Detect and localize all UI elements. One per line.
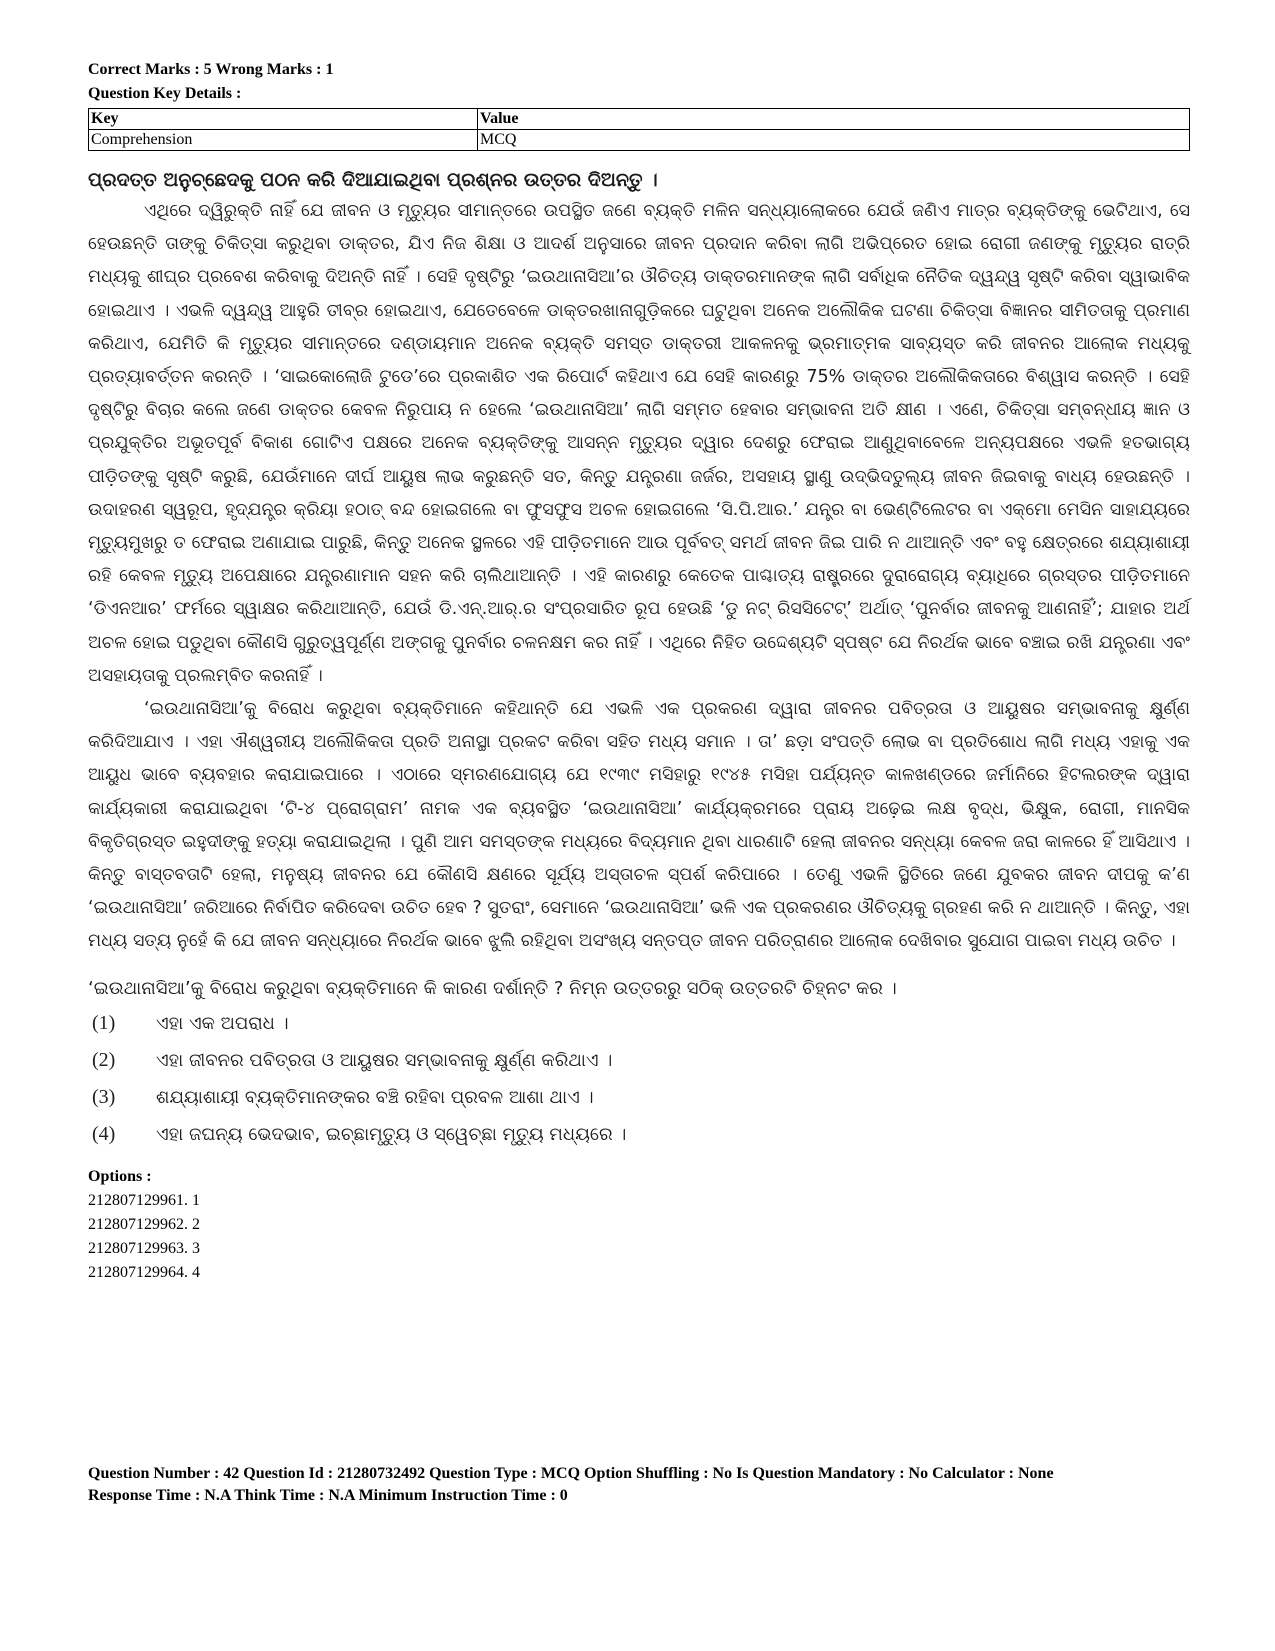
key-details-table — [88, 108, 1190, 151]
choice-number: (1) — [92, 1011, 116, 1034]
choice-text: ଏହା ଏକ ଅପରାଧ । — [156, 1012, 289, 1034]
answer-choice-3 — [88, 1079, 1190, 1116]
answer-choice-1 — [88, 1005, 1190, 1042]
question-text: ‘ଇଉଥାନାସିଆ’କୁ ବିରୋଧ କରୁଥିବା ବ୍ୟକ୍ତିମାନେ କି କାରଣ ଦର୍ଶାନ୍ତି ? ନିମ୍ନ ଉତ୍ତରରୁ ସଠିକ୍ ଉତ୍ତରଟି ଚିହ୍ନଟ କର । — [88, 977, 897, 999]
table-header-key: Key — [89, 109, 478, 130]
choice-number: (3) — [92, 1085, 116, 1108]
choice-number: (2) — [92, 1048, 116, 1071]
answer-choice-4 — [88, 1116, 1190, 1153]
footer-line-2: Response Time : N.A Think Time : N.A Minimum Instruction Time : 0 — [88, 1487, 568, 1504]
options-title: Options : — [88, 1167, 152, 1185]
option-id-2: 212807129962. 2 — [88, 1215, 200, 1233]
table-header-row — [89, 109, 1190, 130]
key-details-title: Question Key Details : — [88, 85, 242, 102]
answer-choice-2 — [88, 1042, 1190, 1079]
choice-text: ଶଯ୍ୟାଶାୟୀ ବ୍ୟକ୍ତିମାନଙ୍କର ବଞ୍ଚି ରହିବା ପ୍ରବଳ ଆଶା ଥାଏ । — [156, 1086, 594, 1108]
choice-number: (4) — [92, 1122, 116, 1145]
footer-line-1: Question Number : 42 Question Id : 21280732492 Question Type : MCQ Option Shuffling : No Is Question Mandatory : No Calculator : None — [88, 1465, 1054, 1482]
choice-text: ଏହା ଜୀବନର ପବିତ୍ରତା ଓ ଆୟୁଷର ସମ୍ଭାବନାକୁ କ୍ଷୁର୍ଣ୍ଣ କରିଥାଏ । — [156, 1049, 613, 1071]
table-header-value: Value — [478, 109, 1190, 130]
choice-text: ଏହା ଜଘନ୍ୟ ଭେଦଭାବ, ଇଚ୍ଛାମୃତ୍ୟୁ ଓ ସ୍ୱେଚ୍ଛା ମୃତ୍ୟୁ ମଧ୍ୟରେ । — [156, 1123, 627, 1145]
table-cell-key: Comprehension — [89, 130, 478, 151]
option-id-4: 212807129964. 4 — [88, 1263, 200, 1281]
passage-paragraph-2: ‘ଇଉଥାନାସିଆ’କୁ ବିରୋଧ କରୁଥିବା ବ୍ୟକ୍ତିମାନେ କହିଥାନ୍ତି ଯେ ଏଭଳି ଏକ ପ୍ରକରଣ ଦ୍ୱାରା ଜୀବନର ପବିତ୍ରତା ଓ ଆୟୁଷର ସମ୍ଭାବନାକୁ କ୍ଷୁର୍ଣ୍ଣ କରିଦିଆଯାଏ । ଏହା ଐଶ୍ୱରୀୟ ଅଲୌକିକତା ପ୍ରତି ଅନାସ୍ଥା ପ୍ରକଟ କରିବା ସହିତ ମଧ୍ୟ ସମାନ । ତା’ ଛଡ଼ା ସଂପତ୍ତି ଲୋଭ ବା ପ୍ରତିଶୋଧ ଲାଗି ମଧ୍ୟ ଏହାକୁ ଏକ ଆୟୁଧ ଭାବେ ବ୍ୟବହାର କରାଯାଇପାରେ । ଏଠାରେ ସ୍ମରଣଯୋଗ୍ୟ ଯେ ୧୯୩୯ ମସିହାରୁ ୧୯୪୫ ମସିହା ପର୍ଯ୍ୟନ୍ତ କାଳଖଣ୍ଡରେ ଜର୍ମାନିରେ ହିଟଲରଙ୍କ ଦ୍ୱାରା କାର୍ଯ୍ୟକାରୀ କରାଯାଇଥିବା ‘ଟି-୪ ପ୍ରୋଗ୍ରାମ’ ନାମକ ଏକ ବ୍ୟବସ୍ଥିତ ‘ଇଉଥାନାସିଆ’ କାର୍ଯ୍ୟକ୍ରମରେ ପ୍ରାୟ ଅଢ଼େଇ ଲକ୍ଷ ବୃଦ୍ଧ, ଭିକ୍ଷୁକ, ରୋଗୀ, ମାନସିକ ବିକୃତିଗ୍ରସ୍ତ ଇହୁଦୀଙ୍କୁ ହତ୍ୟା କରାଯାଇଥିଲା । ପୁଣି ଆମ ସମସ୍ତଙ୍କ ମଧ୍ୟରେ ବିଦ୍ୟମାନ ଥିବା ଧାରଣାଟି ହେଲା ଜୀବନର ସନ୍ଧ୍ୟା କେବଳ ଜରା କାଳରେ ହିଁ ଆସିଥାଏ । କିନ୍ତୁ ବାସ୍ତବତାଟି ହେଲା, ମନୁଷ୍ୟ ଜୀବନର ଯେ କୌଣସି କ୍ଷଣରେ ସୂର୍ଯ୍ୟ ଅସ୍ତାଚଳ ସ୍ପର୍ଶ କରିପାରେ । ତେଣୁ ଏଭଳି ସ୍ଥିତିରେ ଜଣେ ଯୁବକର ଜୀବନ ଦୀପକୁ କ’ଣ ‘ଇଉଥାନାସିଆ’ ଜରିଆରେ ନିର୍ବାପିତ କରିଦେବା ଉଚିତ ହେବ ? ସୁତରାଂ, ସେମାନେ ‘ଇଉଥାନାସିଆ’ ଭଳି ଏକ ପ୍ରକରଣର ଔଚିତ୍ୟକୁ ଗ୍ରହଣ କରି ନ ଥାଆନ୍ତି । କିନ୍ତୁ, ଏହା ମଧ୍ୟ ସତ୍ୟ ନୁହେଁ କି ଯେ ଜୀବନ ସନ୍ଧ୍ୟାରେ ନିରର୍ଥକ ଭାବେ ଝୁଲି ରହିଥିବା ଅସଂଖ୍ୟ ସନ୍ତପ୍ତ ଜୀବନ ପରିତ୍ରାଣର ଆଲୋକ ଦେଖିବାର ସୁଯୋଗ ପାଇବା ମଧ୍ୟ ଉଚିତ । — [88, 699, 1190, 952]
option-id-3: 212807129963. 3 — [88, 1239, 200, 1257]
question-page — [88, 58, 1190, 1285]
marks-line: Correct Marks : 5 Wrong Marks : 1 — [88, 61, 334, 78]
passage-paragraph-1: ଏଥିରେ ଦ୍ୱିରୁକ୍ତି ନାହିଁ ଯେ ଜୀବନ ଓ ମୃତ୍ୟୁର ସୀମାନ୍ତରେ ଉପସ୍ଥିତ ଜଣେ ବ୍ୟକ୍ତି ମଳିନ ସନ୍ଧ୍ୟାଲୋକରେ ଯେଉଁ ଜଣିଏ ମାତ୍ର ବ୍ୟକ୍ତିଙ୍କୁ ଭେଟିଥାଏ, ସେ ହେଉଛନ୍ତି ତାଙ୍କୁ ଚିକିତ୍ସା କରୁଥିବା ଡାକ୍ତର, ଯିଏ ନିଜ ଶିକ୍ଷା ଓ ଆଦର୍ଶ ଅନୁସାରେ ଜୀବନ ପ୍ରଦାନ କରିବା ଲାଗି ଅଭିପ୍ରେତ ହୋଇ ରୋଗୀ ଜଣଙ୍କୁ ମୃତ୍ୟୁର ରାତ୍ରି ମଧ୍ୟକୁ ଶୀଘ୍ର ପ୍ରବେଶ କରିବାକୁ ଦିଅନ୍ତି ନାହିଁ । ସେହି ଦୃଷ୍ଟିରୁ ‘ଇଉଥାନାସିଆ’ର ଔଚିତ୍ୟ ଡାକ୍ତରମାନଙ୍କ ଲାଗି ସର୍ବାଧିକ ନୈତିକ ଦ୍ୱନ୍ଦ୍ୱ ସୃଷ୍ଟି କରିବା ସ୍ୱାଭାବିକ ହୋଇଥାଏ । ଏଭଳି ଦ୍ୱନ୍ଦ୍ୱ ଆହୁରି ତୀବ୍ର ହୋଇଥାଏ, ଯେତେବେଳେ ଡାକ୍ତରଖାନାଗୁଡ଼ିକରେ ଘଟୁଥିବା ଅନେକ ଅଲୌକିକ ଘଟଣା ଚିକିତ୍ସା ବିଜ୍ଞାନର ସୀମିତତାକୁ ପ୍ରମାଣ କରିଥାଏ, ଯେମିତି କି ମୃତ୍ୟୁର ସୀମାନ୍ତରେ ଦଣ୍ଡାୟମାନ ଅନେକ ବ୍ୟକ୍ତି ସମସ୍ତ ଡାକ୍ତରୀ ଆକଳନକୁ ଭ୍ରମାତ୍ମକ ସାବ୍ୟସ୍ତ କରି ଜୀବନର ଆଲୋକ ମଧ୍ୟକୁ ପ୍ରତ୍ୟାବର୍ତ୍ତନ କରନ୍ତି । ‘ସାଇକୋଲୋଜି ଟୁଡେ’ରେ ପ୍ରକାଶିତ ଏକ ରିପୋର୍ଟ କହିଥାଏ ଯେ ସେହି କାରଣରୁ 75% ଡାକ୍ତର ଅଲୌକିକତାରେ ବିଶ୍ୱାସ କରନ୍ତି । ସେହି ଦୃଷ୍ଟିରୁ ବିଚାର କଲେ ଜଣେ ଡାକ୍ତର କେବଳ ନିରୁପାୟ ନ ହେଲେ ‘ଇଉଥାନାସିଆ’ ଲାଗି ସମ୍ମତ ହେବାର ସମ୍ଭାବନା ଅତି କ୍ଷୀଣ । ଏଣେ, ଚିକିତ୍ସା ସମ୍ବନ୍ଧୀୟ ଜ୍ଞାନ ଓ ପ୍ରଯୁକ୍ତିର ଅଭୂତପୂର୍ବ ବିକାଶ ଗୋଟିଏ ପକ୍ଷରେ ଅନେକ ବ୍ୟକ୍ତିଙ୍କୁ ଆସନ୍ନ ମୃତ୍ୟୁର ଦ୍ୱାର ଦେଶରୁ ଫେରାଇ ଆଣୁଥିବାବେଳେ ଅନ୍ୟପକ୍ଷରେ ଏଭଳି ହତଭାଗ୍ୟ ପୀଡ଼ିତଙ୍କୁ ସୃଷ୍ଟି କରୁଛି, ଯେଉଁମାନେ ଦୀର୍ଘ ଆୟୁଷ ଲାଭ କରୁଛନ୍ତି ସତ, କିନ୍ତୁ ଯନ୍ତ୍ରଣା ଜର୍ଜର, ଅସହାୟ ସ୍ଥାଣୁ ଉଦ୍ଭିଦତୁଲ୍ୟ ଜୀବନ ଜିଇବାକୁ ବାଧ୍ୟ ହେଉଛନ୍ତି । ଉଦାହରଣ ସ୍ୱରୂପ, ହୃଦ୍‌ଯନ୍ତ୍ର କ୍ରିୟା ହଠାତ୍ ବନ୍ଦ ହୋଇଗଲେ ବା ଫୁସଫୁସ ଅଚଳ ହୋଇଗଲେ ‘ସି.ପି.ଆର.’ ଯନ୍ତ୍ର ବା ଭେଣ୍ଟିଲେଟର ବା ଏକ୍‌ମୋ ମେସିନ ସାହାଯ୍ୟରେ ମୃତ୍ୟୁମୁଖରୁ ତ ଫେରାଇ ଅଣାଯାଇ ପାରୁଛି, କିନ୍ତୁ ଅନେକ ସ୍ଥଳରେ ଏହି ପୀଡ଼ିତମାନେ ଆଉ ପୂର୍ବବତ୍ ସମର୍ଥ ଜୀବନ ଜିଇ ପାରି ନ ଥାଆନ୍ତି ଏବଂ ବହୁ କ୍ଷେତ୍ରରେ ଶଯ୍ୟାଶାୟୀ ରହି କେବଳ ମୃତ୍ୟୁ ଅପେକ୍ଷାରେ ଯନ୍ତ୍ରଣାମାନ ସହନ କରି ଚାଲିଥାଆନ୍ତି । ଏହି କାରଣରୁ କେତେକ ପାଶ୍ଚାତ୍ୟ ରାଷ୍ଟ୍ରରେ ଦୁରାରୋଗ୍ୟ ବ୍ୟାଧିରେ ଗ୍ରସ୍ତର ପୀଡ଼ିତମାନେ ‘ଡିଏନଆର’ ଫର୍ମରେ ସ୍ୱାକ୍ଷର କରିଥାଆନ୍ତି, ଯେଉଁ ଡି.ଏନ୍.ଆର୍.ର ସଂପ୍ରସାରିତ ରୂପ ହେଉଛି ‘ଡୁ ନଟ୍ ରିସସିଟେଟ୍’ ଅର୍ଥାତ୍ ‘ପୁନର୍ବାର ଜୀବନକୁ ଆଣନାହିଁ’; ଯାହାର ଅର୍ଥ ଅଚଳ ହୋଇ ପଡୁଥିବା କୌଣସି ଗୁରୁତ୍ୱପୂର୍ଣ୍ଣ ଅଙ୍ଗକୁ ପୁନର୍ବାର ଚଳନକ୍ଷମ କର ନାହିଁ । ଏଥିରେ ନିହିତ ଉଦ୍ଦେଶ୍ୟଟି ସ୍ପଷ୍ଟ ଯେ ନିରର୍ଥକ ଭାବେ ବଞ୍ଚାଇ ରଖି ଯନ୍ତ୍ରଣା ଏବଂ ଅସହାୟତାକୁ ପ୍ରଲମ୍ବିତ କରନାହିଁ । — [88, 201, 1190, 686]
question-metadata-footer — [88, 1463, 1190, 1507]
option-id-1: 212807129961. 1 — [88, 1191, 200, 1209]
table-row — [89, 130, 1190, 151]
table-cell-value: MCQ — [478, 130, 1190, 151]
passage-heading: ପ୍ରଦତ୍ତ ଅନୁଚ୍ଛେଦକୁ ପଠନ କରି ଦିଆଯାଇଥିବା ପ୍ରଶ୍ନର ଉତ୍ତର ଦିଅନ୍ତୁ । — [88, 169, 658, 191]
